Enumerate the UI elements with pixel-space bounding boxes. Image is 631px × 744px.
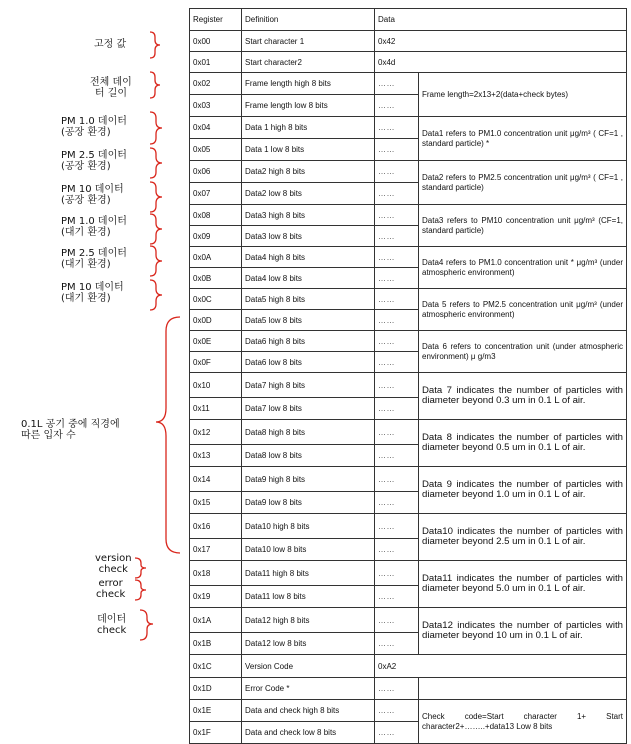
annotation-version-check: version check [95, 553, 132, 575]
register-definition: Data7 low 8 bits [242, 398, 375, 420]
register-definition: Version Code [242, 655, 375, 678]
brace-pm1-factory [150, 112, 162, 144]
value-placeholder: …… [375, 608, 419, 633]
register-definition: Data10 high 8 bits [242, 514, 375, 539]
register-definition: Start character 1 [242, 31, 375, 52]
value-placeholder: …… [375, 183, 419, 205]
register-address: 0x1F [190, 722, 242, 744]
register-address: 0x09 [190, 226, 242, 247]
value-placeholder: …… [375, 331, 419, 352]
data-description: Frame length=2x13+2(data+check bytes) [419, 73, 627, 117]
value-placeholder: …… [375, 561, 419, 586]
table-row [190, 247, 627, 268]
register-address: 0x19 [190, 586, 242, 608]
register-definition: Data10 low 8 bits [242, 539, 375, 561]
data-description: Check code=Start character 1+ Start character2+……..+data13 Low 8 bits [419, 700, 627, 744]
register-address: 0x00 [190, 31, 242, 52]
register-address: 0x03 [190, 95, 242, 117]
table-row [190, 31, 627, 52]
register-address: 0x0D [190, 310, 242, 331]
value-placeholder: …… [375, 95, 419, 117]
register-definition: Data12 low 8 bits [242, 633, 375, 655]
table-row [190, 73, 627, 95]
register-definition: Data4 low 8 bits [242, 268, 375, 289]
value-placeholder: …… [375, 205, 419, 226]
annotation-pm25-atmospheric: PM 2.5 데이터 (대기 환경) [61, 248, 127, 270]
register-definition: Data2 low 8 bits [242, 183, 375, 205]
annotation-fixed-value: 고정 값 [94, 39, 127, 50]
annotation-pm1-factory: PM 1.0 데이터 (공장 환경) [61, 116, 127, 138]
annotation-data-check: 데이터 check [97, 614, 127, 636]
annotation-total-length: 전체 데이 터 길이 [90, 77, 132, 99]
annotation-pm25-factory: PM 2.5 데이터 (공장 환경) [61, 150, 127, 172]
annotation-error-check: error check [96, 578, 126, 600]
brace-fixed [150, 32, 160, 58]
value-placeholder: …… [375, 633, 419, 655]
value-placeholder: …… [375, 226, 419, 247]
register-definition: Data8 low 8 bits [242, 445, 375, 467]
register-address: 0x07 [190, 183, 242, 205]
value-placeholder: …… [375, 373, 419, 398]
register-definition: Data 1 high 8 bits [242, 117, 375, 139]
register-address: 0x1A [190, 608, 242, 633]
value-placeholder: …… [375, 514, 419, 539]
register-address: 0x02 [190, 73, 242, 95]
value-placeholder: …… [375, 539, 419, 561]
data-description: Data11 indicates the number of particles with diameter beyond 5.0 um in 0.1 L of air. [419, 561, 627, 608]
table-header-row [190, 9, 627, 31]
register-address: 0x0C [190, 289, 242, 310]
table-row [190, 467, 627, 492]
data-description: Data1 refers to PM1.0 concentration unit μg/m³ ( CF=1 , standard particle) * [419, 117, 627, 161]
register-definition: Frame length high 8 bits [242, 73, 375, 95]
register-address: 0x17 [190, 539, 242, 561]
register-address: 0x10 [190, 373, 242, 398]
brace-pm10-factory [150, 182, 162, 212]
register-definition: Start character2 [242, 52, 375, 73]
table-row [190, 655, 627, 678]
annotation-particle-count: 0.1L 공기 중에 직경에 따른 입자 수 [21, 419, 120, 441]
register-address: 0x01 [190, 52, 242, 73]
value-placeholder: …… [375, 161, 419, 183]
data-description: Data 7 indicates the number of particles with diameter beyond 0.3 um in 0.1 L of air. [419, 373, 627, 420]
brace-version [135, 558, 146, 578]
value-placeholder: …… [375, 492, 419, 514]
value-placeholder: …… [375, 678, 419, 700]
data-description: Data3 refers to PM10 concentration unit μg/m³ (CF=1, standard particle) [419, 205, 627, 247]
register-address: 0x0A [190, 247, 242, 268]
value-placeholder: …… [375, 420, 419, 445]
value-placeholder: …… [375, 700, 419, 722]
table-row [190, 678, 627, 700]
register-definition: Data 1 low 8 bits [242, 139, 375, 161]
register-definition: Data7 high 8 bits [242, 373, 375, 398]
register-value: 0x42 [375, 31, 627, 52]
register-address: 0x1D [190, 678, 242, 700]
register-definition: Data6 high 8 bits [242, 331, 375, 352]
register-definition: Data4 high 8 bits [242, 247, 375, 268]
annotation-pm10-factory: PM 10 데이터 (공장 환경) [61, 184, 124, 206]
register-definition: Data and check low 8 bits [242, 722, 375, 744]
register-definition: Data8 high 8 bits [242, 420, 375, 445]
register-address: 0x1B [190, 633, 242, 655]
value-placeholder: …… [375, 467, 419, 492]
register-address: 0x13 [190, 445, 242, 467]
brace-pm25-factory [150, 148, 162, 178]
value-placeholder: …… [375, 310, 419, 331]
value-placeholder: …… [375, 352, 419, 373]
table-row [190, 561, 627, 586]
register-definition: Data5 low 8 bits [242, 310, 375, 331]
register-address: 0x18 [190, 561, 242, 586]
brace-error [135, 580, 146, 600]
register-address: 0x1C [190, 655, 242, 678]
register-definition: Error Code * [242, 678, 375, 700]
value-placeholder: …… [375, 268, 419, 289]
value-placeholder: …… [375, 247, 419, 268]
data-description: Data 6 refers to concentration unit (under atmospheric environment) μ g/m3 [419, 331, 627, 373]
register-definition: Data9 low 8 bits [242, 492, 375, 514]
table-row [190, 161, 627, 183]
table-row [190, 289, 627, 310]
value-placeholder: …… [375, 139, 419, 161]
register-address: 0x05 [190, 139, 242, 161]
header-data: Data [375, 9, 627, 31]
empty-description [419, 678, 627, 700]
register-address: 0x1E [190, 700, 242, 722]
header-definition: Definition [242, 9, 375, 31]
brace-total-length [150, 72, 160, 98]
table-row [190, 420, 627, 445]
brace-particles [156, 317, 180, 553]
register-definition: Data6 low 8 bits [242, 352, 375, 373]
value-placeholder: …… [375, 586, 419, 608]
table-row [190, 514, 627, 539]
value-placeholder: …… [375, 445, 419, 467]
brace-data-check [140, 610, 153, 640]
annotation-pm10-atmospheric: PM 10 데이터 (대기 환경) [61, 282, 124, 304]
data-description: Data 9 indicates the number of particles with diameter beyond 1.0 um in 0.1 L of air. [419, 467, 627, 514]
data-description: Data10 indicates the number of particles with diameter beyond 2.5 um in 0.1 L of air. [419, 514, 627, 561]
header-register: Register [190, 9, 242, 31]
table-row [190, 331, 627, 352]
table-row [190, 117, 627, 139]
table-row [190, 52, 627, 73]
register-address: 0x16 [190, 514, 242, 539]
value-placeholder: …… [375, 398, 419, 420]
register-definition: Data5 high 8 bits [242, 289, 375, 310]
register-address: 0x15 [190, 492, 242, 514]
register-definition: Data2 high 8 bits [242, 161, 375, 183]
register-table [189, 8, 627, 744]
register-address: 0x12 [190, 420, 242, 445]
register-definition: Data12 high 8 bits [242, 608, 375, 633]
data-description: Data4 refers to PM1.0 concentration unit * μg/m³ (under atmospheric environment) [419, 247, 627, 289]
value-placeholder: …… [375, 73, 419, 95]
register-address: 0x08 [190, 205, 242, 226]
register-definition: Data3 high 8 bits [242, 205, 375, 226]
register-address: 0x04 [190, 117, 242, 139]
register-definition: Data9 high 8 bits [242, 467, 375, 492]
annotation-pm1-atmospheric: PM 1.0 데이터 (대기 환경) [61, 216, 127, 238]
data-description: Data 8 indicates the number of particles with diameter beyond 0.5 um in 0.1 L of air. [419, 420, 627, 467]
register-definition: Data and check high 8 bits [242, 700, 375, 722]
register-address: 0x06 [190, 161, 242, 183]
register-address: 0x0E [190, 331, 242, 352]
data-description: Data12 indicates the number of particles with diameter beyond 10 um in 0.1 L of air. [419, 608, 627, 655]
register-value: 0xA2 [375, 655, 627, 678]
table-row [190, 608, 627, 633]
register-address: 0x11 [190, 398, 242, 420]
table-row [190, 373, 627, 398]
value-placeholder: …… [375, 722, 419, 744]
register-definition: Data11 low 8 bits [242, 586, 375, 608]
brace-pm25-atm [150, 246, 162, 276]
data-description: Data 5 refers to PM2.5 concentration unit μg/m³ (under atmospheric environment) [419, 289, 627, 331]
register-address: 0x14 [190, 467, 242, 492]
register-definition: Data3 low 8 bits [242, 226, 375, 247]
value-placeholder: …… [375, 117, 419, 139]
brace-pm1-atm [150, 214, 162, 244]
register-rows [190, 31, 627, 744]
register-address: 0x0B [190, 268, 242, 289]
register-definition: Frame length low 8 bits [242, 95, 375, 117]
register-address: 0x0F [190, 352, 242, 373]
value-placeholder: …… [375, 289, 419, 310]
brace-pm10-atm [150, 280, 162, 310]
table-row [190, 205, 627, 226]
register-definition: Data11 high 8 bits [242, 561, 375, 586]
table-row [190, 700, 627, 722]
register-value: 0x4d [375, 52, 627, 73]
data-description: Data2 refers to PM2.5 concentration unit μg/m³ ( CF=1 , standard particle) [419, 161, 627, 205]
